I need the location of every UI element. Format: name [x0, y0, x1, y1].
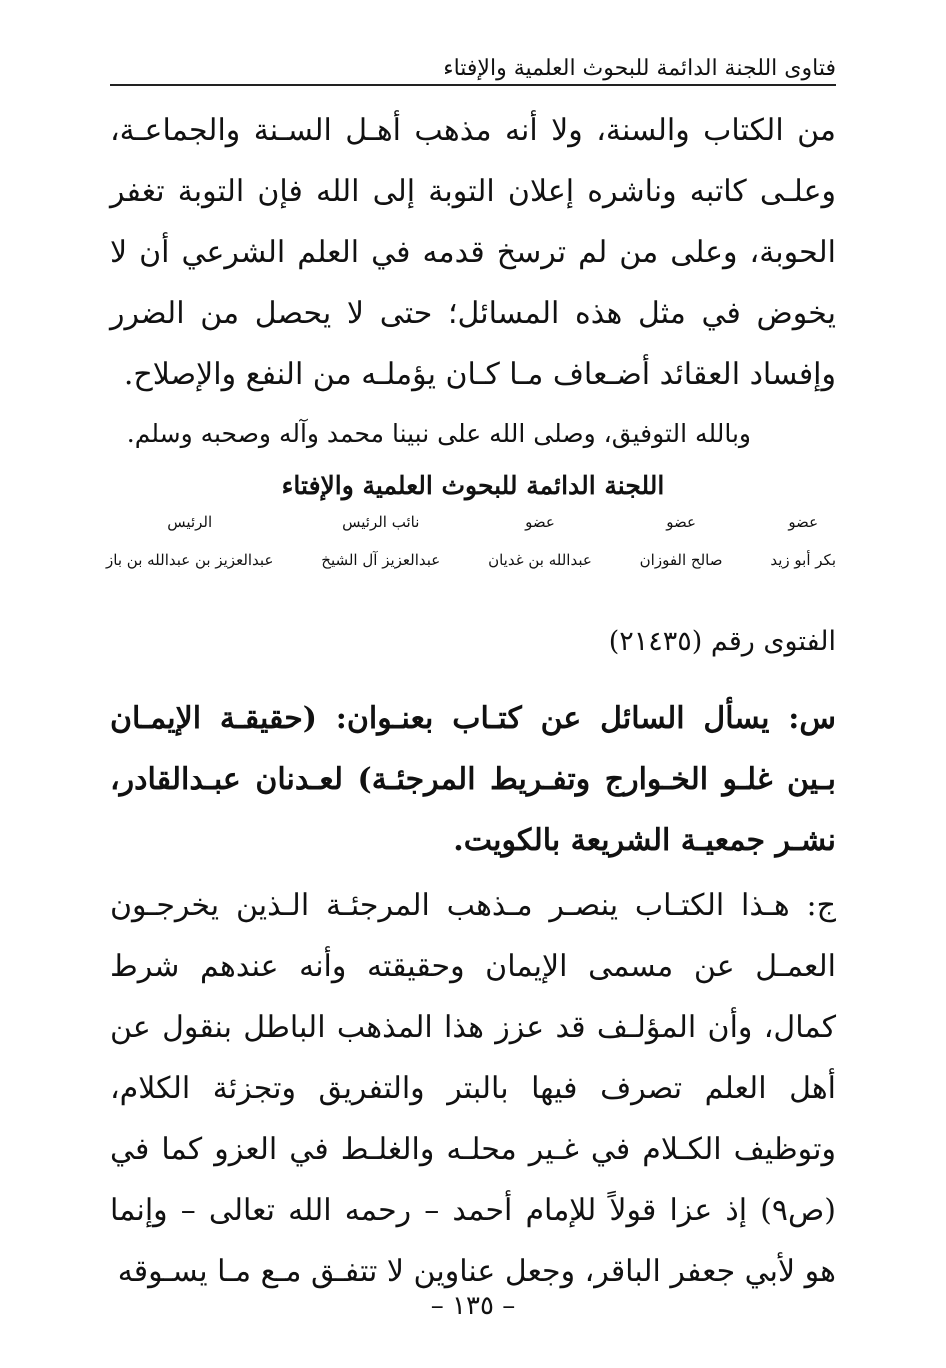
closing-line: وبالله التوفيق، وصلى الله على نبينا محمد وآله وصحبه وسلم.: [126, 419, 751, 448]
signer-role: عضو: [525, 513, 555, 531]
running-header: [110, 52, 836, 86]
signer-2: [640, 512, 723, 570]
signer-4: [321, 512, 440, 570]
signer-role: نائب الرئيس: [342, 513, 420, 531]
signer-name: عبدالله بن غديان: [488, 551, 592, 569]
signer-name: عبدالعزيز بن عبدالله بن باز: [106, 551, 274, 569]
signer-name: بكر أبو زيد: [770, 551, 836, 569]
signer-name: عبدالعزيز آل الشيخ: [321, 551, 441, 569]
page-number: – ١٣٥ –: [430, 1291, 516, 1321]
signer-role: عضو: [666, 513, 696, 531]
signer-1: [770, 512, 836, 570]
fatwa-number: الفتوى رقم (٢١٤٣٥): [608, 626, 836, 657]
question-paragraph: س: يسأل السائل عن كتـاب بعنـوان: (حقيقـة الإيمـان بـين غلـو الخـوارج وتفـريط المرجئـة) لعـدنان عبـدالقادر، نشـر جمعيـة الشريعة بالكويت.: [110, 701, 836, 858]
paragraph-1: من الكتاب والسنة، ولا أنه مذهب أهـل السـنة والجماعـة، وعلـى كاتبه وناشره إعلان التوبة إلى الله فإن التوبة تغفر الحوبة، وعلى من لم ترسخ قدمه في العلم الشرعي أن لا يخوض في مثل هذه المسائل؛ حتى لا يحصل من الضرر وإفساد العقائد أضـعاف مـا كـان يؤملـه من النفع والإصلاح.: [110, 113, 836, 392]
signer-name: صالح الفوزان: [639, 551, 723, 569]
header-title: فتاوى اللجنة الدائمة للبحوث العلمية والإفتاء: [435, 54, 836, 84]
signer-role: عضو: [788, 513, 819, 531]
signer-5: [106, 512, 273, 570]
signer-role: الرئيس: [167, 513, 213, 531]
answer-paragraph: ج: هـذا الكتـاب ينصـر مـذهب المرجئـة الـذين يخرجـون العمـل عن مسمى الإيمان وحقيقته وأنه عندهم شرط كمال، وأن المؤلـف قد عزز هذا المذهب الباطل بنقول عن أهل العلم تصرف فيها بالبتر والتفريق وتجزئة الكلام، وتوظيف الكـلام في غـير محلـه والغلـط في العزو كما في (ص٩) إذ عزا قولاً للإمام أحمد – رحمه الله تعالى – وإنما هو لأبي جعفر الباقر، وجعل عناوين لا تتفـق مـع مـا يسـوقه: [110, 888, 836, 1289]
committee-name: اللجنة الدائمة للبحوث العلمية والإفتاء: [281, 471, 665, 500]
signer-3: [488, 512, 592, 570]
signatories: [106, 512, 836, 570]
